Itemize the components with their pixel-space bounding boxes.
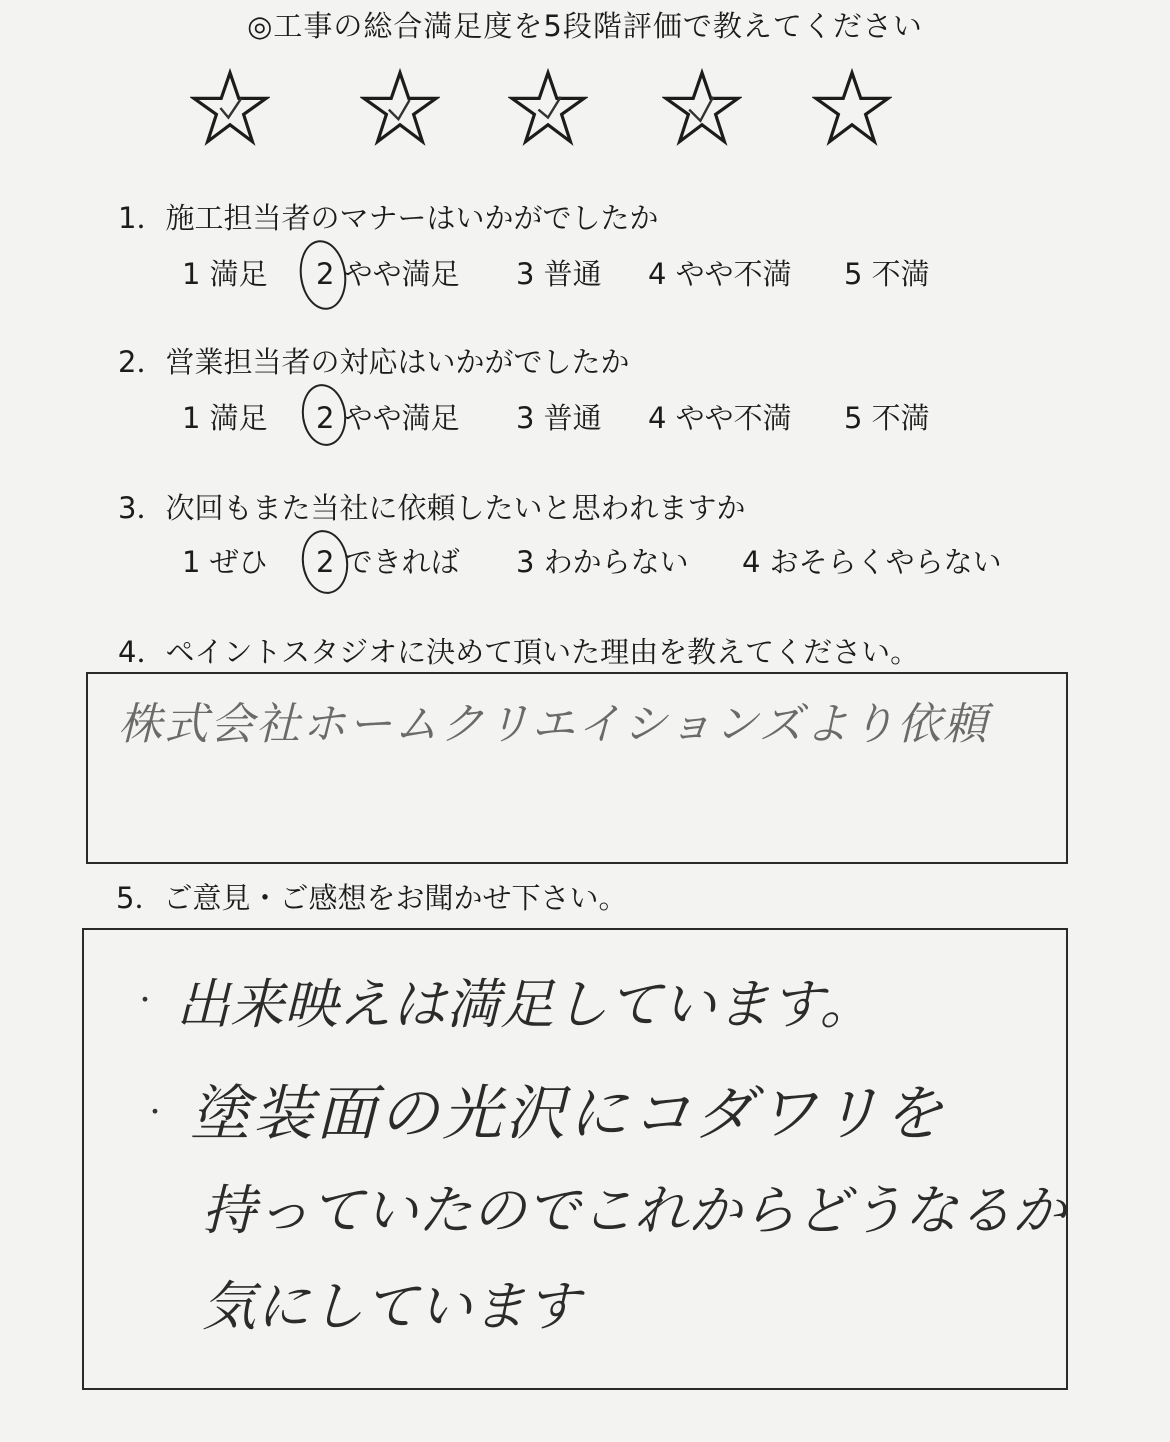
selection-circle bbox=[295, 237, 350, 313]
selection-circle bbox=[298, 381, 350, 449]
q3-option-2[interactable]: 2 できれば bbox=[316, 545, 460, 579]
page-title: ◎工事の総合満足度を5段階評価で教えてください bbox=[247, 9, 923, 43]
star-icon[interactable] bbox=[662, 68, 742, 148]
q1-option-2[interactable]: 2 やや満足 bbox=[316, 257, 460, 291]
q4-answer-box[interactable] bbox=[86, 672, 1068, 864]
star-icon[interactable] bbox=[190, 68, 270, 148]
bullet-mark: ・ bbox=[132, 986, 159, 1016]
q5-answer-line-1: 出来映えは満足しています。 bbox=[176, 973, 874, 1036]
q5-answer-line-4: 気にしています bbox=[202, 1275, 580, 1338]
q3-option-3[interactable]: 3 わからない bbox=[516, 545, 689, 579]
q2-option-3[interactable]: 3 普通 bbox=[516, 401, 602, 435]
q4-answer-text: 株式会社ホームクリエイションズより依頼 bbox=[118, 699, 989, 750]
q3-option-1[interactable]: 1 ぜひ bbox=[182, 545, 268, 579]
q5-answer-box[interactable] bbox=[82, 928, 1068, 1390]
q1-option-3[interactable]: 3 普通 bbox=[516, 257, 602, 291]
q5-answer-line-3: 持っていたのでこれからどうなるか bbox=[202, 1179, 1066, 1242]
selection-circle bbox=[298, 527, 352, 597]
star-icon[interactable] bbox=[508, 68, 588, 148]
q3-option-4[interactable]: 4 おそらくやらない bbox=[742, 545, 1002, 579]
q1-option-1[interactable]: 1 満足 bbox=[182, 257, 268, 291]
star-rating bbox=[190, 68, 950, 158]
question-1-title: 1．施工担当者のマナーはいかがでしたか bbox=[118, 201, 659, 235]
q2-option-4[interactable]: 4 やや不満 bbox=[648, 401, 792, 435]
q5-answer-line-2: 塗装面の光沢にコダワリを bbox=[190, 1079, 946, 1149]
question-4-title: 4．ペイントスタジオに決めて頂いた理由を教えてください。 bbox=[118, 635, 920, 669]
q2-option-2[interactable]: 2 やや満足 bbox=[316, 401, 460, 435]
question-5-title: 5．ご意見・ご感想をお聞かせ下さい。 bbox=[116, 881, 628, 915]
q1-option-5[interactable]: 5 不満 bbox=[844, 257, 930, 291]
star-icon[interactable] bbox=[812, 68, 892, 148]
bullet-mark: ・ bbox=[142, 1098, 169, 1128]
star-icon[interactable] bbox=[360, 68, 440, 148]
q1-option-4[interactable]: 4 やや不満 bbox=[648, 257, 792, 291]
question-3-title: 3．次回もまた当社に依頼したいと思われますか bbox=[118, 491, 746, 525]
question-2-title: 2．営業担当者の対応はいかがでしたか bbox=[118, 345, 630, 379]
q2-option-1[interactable]: 1 満足 bbox=[182, 401, 268, 435]
q2-option-5[interactable]: 5 不満 bbox=[844, 401, 930, 435]
